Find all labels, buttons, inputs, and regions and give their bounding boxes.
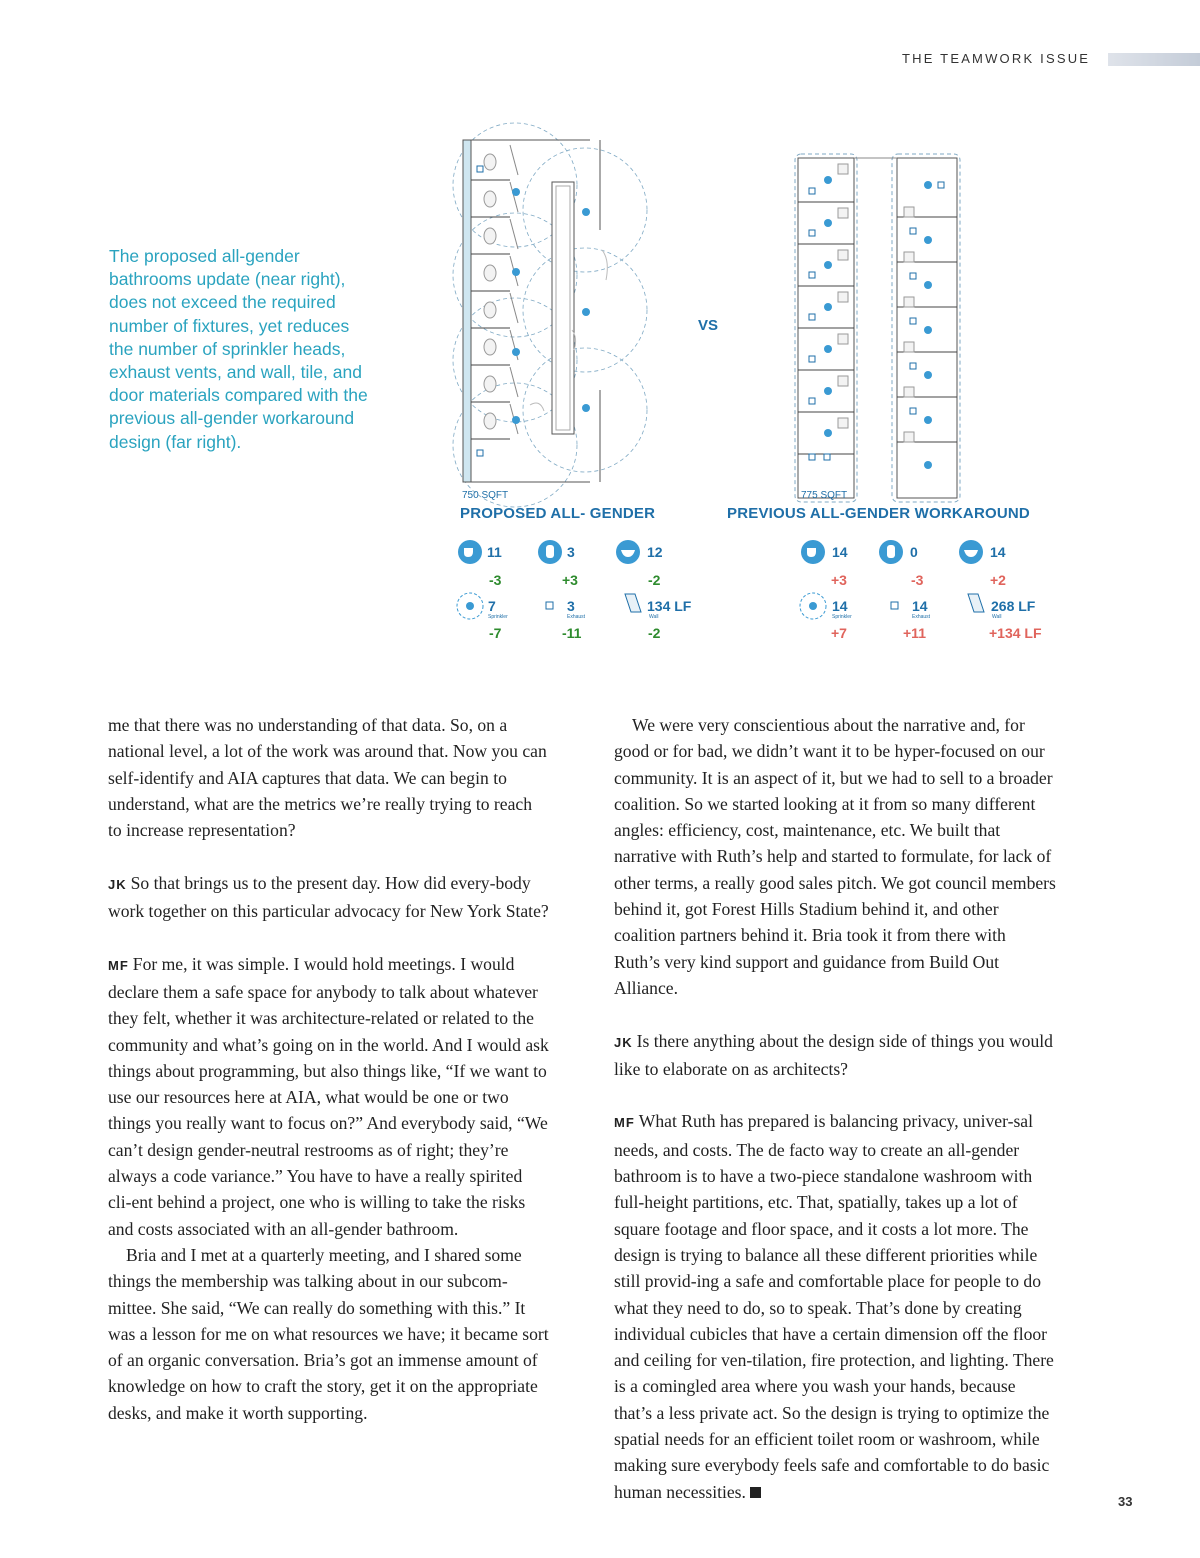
proposed-toilets-delta: -3 bbox=[489, 572, 502, 588]
proposed-toilets-count: 11 bbox=[487, 544, 502, 560]
right-paragraph-2-text: Is there anything about the design side of things you would like to elaborate on as architects? bbox=[614, 1030, 1053, 1079]
right-paragraph-1: We were very conscientious about the narrative and, for good or for bad, we didn’t want it to be hyper-focused on our community. It is an aspect of it, but we had to sell to a broader coalition. So we started looking at it from so many different angles: efficiency, cost, maintenance, etc. We built that narrative with Ruth’s help and started to formulate, for lack of other terms, a really good sales pitch. We got council members behind it, got Forest Hills Stadium behind it, and other coalition partners behind it. Bria took it from there with Ruth’s very kind support and guidance from Build Out Alliance. bbox=[614, 715, 1056, 998]
previous-toilets-count: 14 bbox=[832, 544, 848, 560]
previous-floor-plan bbox=[795, 154, 960, 502]
proposed-floor-plan bbox=[453, 123, 647, 507]
left-paragraph-3-text: For me, it was simple. I would hold meetings. I would declare them a safe space for anybody to talk about whatever they felt, whether it was architecture-related or related to the community and what’s going on in the world. And I would ask things about programming, but also things like, “If we want to use our resources here at AIA, what would be one or two things you really want to focus on?” And everybody said, “We can’t design gender-neutral restrooms as of right; they’re always a code variance.” You have to have a really spirited cli-ent behind a project, one who is willing to take the risks and costs associated with an all-gender bathroom. bbox=[108, 953, 549, 1239]
proposed-exhaust-count: 3 bbox=[567, 598, 575, 614]
proposed-sinks-delta: -2 bbox=[648, 572, 661, 588]
previous-sprinkler-delta: +7 bbox=[831, 625, 847, 641]
previous-wall-delta: +134 LF bbox=[989, 625, 1042, 641]
previous-exhaust-delta: +11 bbox=[903, 625, 926, 641]
page-number: 33 bbox=[1118, 1494, 1133, 1509]
speaker-tag: MF bbox=[108, 957, 129, 973]
left-paragraph-4: Bria and I met at a quarterly meeting, and I shared some things the membership was talking about in our subcom-mittee. She said, “We can really do something with this.” It was a lesson for me on what resources we have; it became sort of an organic conversation. Bria’s got an immense amount of knowledge on how to craft the story, get it on the appropriate desks, and make it worth supporting. bbox=[108, 1244, 549, 1423]
right-paragraph-3 bbox=[614, 1108, 1056, 1504]
previous-exhaust-label: Exhaust bbox=[912, 614, 931, 620]
previous-sqft: 775 SQFT bbox=[801, 490, 848, 501]
previous-sprinkler-count: 14 bbox=[832, 598, 848, 614]
proposed-exhaust-delta: -11 bbox=[562, 625, 582, 641]
proposed-sprinkler-label: Sprinkler bbox=[488, 614, 508, 620]
speaker-tag: JK bbox=[614, 1034, 633, 1050]
previous-title: PREVIOUS ALL-GENDER WORKAROUND bbox=[727, 505, 1030, 522]
proposed-sprinkler-count: 7 bbox=[488, 598, 496, 614]
left-paragraph-1: me that there was no understanding of that data. So, on a national level, a lot of the work was around that. Now you can self-identify and AIA captures that data. We can begin to understand, what are the metrics we’re really trying to reach to increase representation? bbox=[108, 715, 547, 841]
previous-exhaust-count: 14 bbox=[912, 598, 928, 614]
speaker-tag: MF bbox=[614, 1115, 635, 1131]
floor-plan-drawings bbox=[440, 120, 1080, 660]
right-paragraph-2 bbox=[614, 1028, 1056, 1083]
previous-wall-label: Wall bbox=[992, 614, 1002, 620]
right-text-column bbox=[614, 712, 1056, 1505]
left-paragraph-2 bbox=[108, 870, 550, 925]
proposed-wall-delta: -2 bbox=[648, 625, 661, 641]
left-text-column bbox=[108, 712, 550, 1426]
proposed-wall-count: 134 LF bbox=[647, 598, 692, 614]
proposed-sprinkler-delta: -7 bbox=[489, 625, 502, 641]
right-paragraph-3-text: What Ruth has prepared is balancing privacy, univer-sal needs, and costs. The de facto way to create an all-gender bathroom is to have a two-piece standalone washroom with full-height partitions, etc. That, spatially, takes up a lot of square footage and floor space, and it costs a lot more. The design is trying to balance all these different priorities while still provid-ing a safe and comfortable place for people to do what they need to do, so to speak. That’s done by creating individual cubicles that have a certain dimension off the floor and ceiling for ven-tilation, fire protection, and lighting. There is a comingled area where you wash your hands, because that’s a less private act. So the design is trying to optimize the spatial needs for an efficient toilet room or washroom, while making sure everybody feels safe and comfortable to do basic human necessities. bbox=[614, 1111, 1054, 1502]
proposed-stat-icons bbox=[457, 540, 641, 619]
proposed-urinals-count: 3 bbox=[567, 544, 575, 560]
speaker-tag: JK bbox=[108, 876, 127, 892]
proposed-sinks-count: 12 bbox=[647, 544, 663, 560]
left-paragraph-2-text: So that brings us to the present day. How did every-body work together on this particular advocacy for New York State? bbox=[108, 872, 549, 922]
previous-urinals-delta: -3 bbox=[911, 572, 924, 588]
previous-wall-count: 268 LF bbox=[991, 598, 1036, 614]
previous-toilets-delta: +3 bbox=[831, 572, 847, 588]
left-paragraph-3 bbox=[108, 951, 550, 1242]
header-accent-bar bbox=[1108, 53, 1200, 66]
previous-sinks-count: 14 bbox=[990, 544, 1006, 560]
proposed-urinals-delta: +3 bbox=[562, 572, 578, 588]
bathroom-plan-figure bbox=[440, 120, 1080, 660]
previous-stat-icons bbox=[800, 540, 984, 619]
previous-sinks-delta: +2 bbox=[990, 572, 1006, 588]
proposed-wall-label: Wall bbox=[649, 614, 659, 620]
previous-sprinkler-label: Sprinkler bbox=[832, 614, 852, 620]
end-mark-icon bbox=[750, 1487, 761, 1498]
proposed-exhaust-label: Exhaust bbox=[567, 614, 586, 620]
vs-label: VS bbox=[698, 317, 719, 334]
figure-caption: The proposed all-gender bathrooms update (near right), does not exceed the required number of fixtures, yet reduces the number of sprinkler heads, exhaust vents, and wall, tile, and door materials compared with the previous all-gender workaround design (far right). bbox=[109, 246, 368, 452]
proposed-title: PROPOSED ALL- GENDER bbox=[460, 505, 656, 522]
previous-urinals-count: 0 bbox=[910, 544, 918, 560]
magazine-issue-title: THE TEAMWORK ISSUE bbox=[902, 51, 1091, 66]
proposed-sqft: 750 SQFT bbox=[462, 490, 509, 501]
